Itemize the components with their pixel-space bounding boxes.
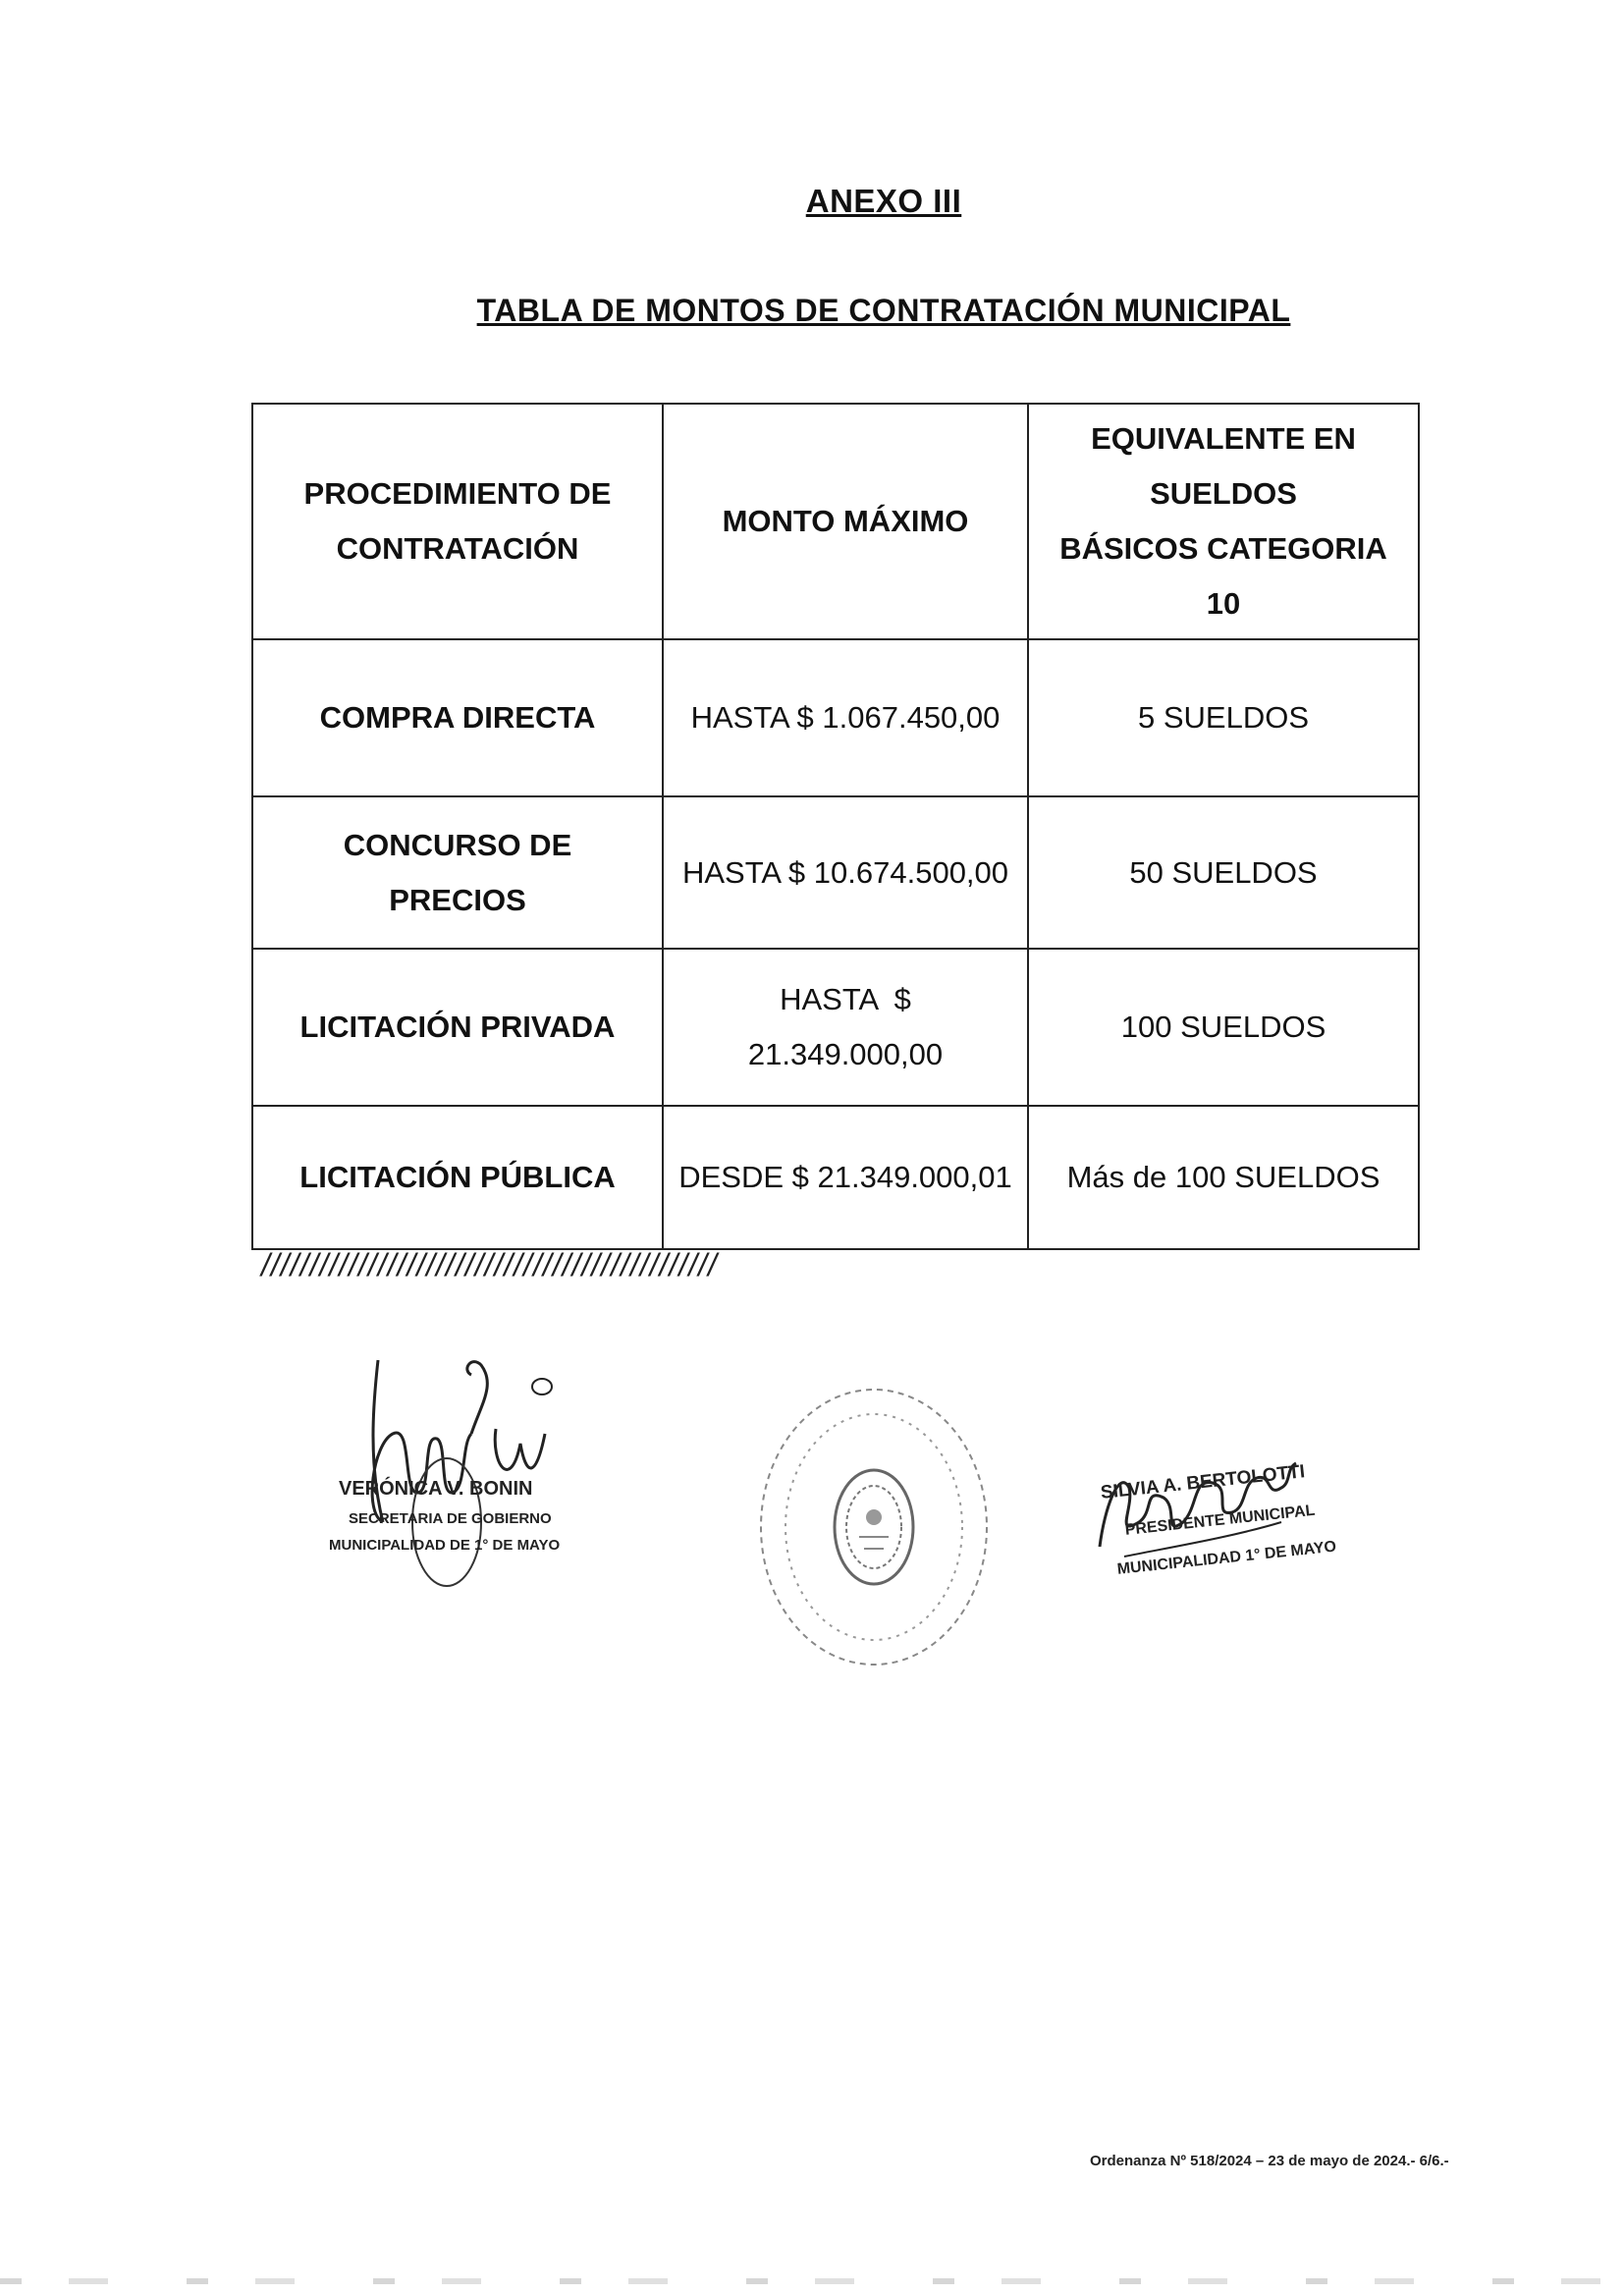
amount-text: HASTA $	[780, 982, 911, 1016]
header-equivalent-line: SUELDOS	[1150, 476, 1297, 511]
signature-right	[1085, 1429, 1409, 1635]
amount-cell	[663, 639, 1028, 796]
signature-scribble-icon	[324, 1345, 619, 1591]
amounts-table	[251, 403, 1420, 1250]
table-row	[252, 1106, 1419, 1249]
header-equivalent-line: 10	[1206, 586, 1241, 621]
footer-reference: Ordenanza Nº 518/2024 – 23 de mayo de 2024.- 6/6.-	[1090, 2153, 1449, 2169]
municipal-seal	[751, 1380, 997, 1694]
equivalent-cell: 5 SUELDOS	[1028, 639, 1419, 796]
amount-text: 21.349.000,00	[747, 1037, 944, 1071]
procedure-text: PRECIOS	[389, 882, 526, 917]
signer-title: PRESIDENTE MUNICIPAL	[1124, 1502, 1317, 1539]
signer-institution: MUNICIPALIDAD DE 1° DE MAYO	[329, 1537, 561, 1554]
table-row	[252, 796, 1419, 949]
procedure-cell	[252, 949, 663, 1106]
header-procedure-line: PROCEDIMIENTO DE	[303, 476, 612, 511]
scan-edge-noise	[0, 2278, 1624, 2284]
seal-icon	[751, 1380, 997, 1694]
header-equivalent-line: BÁSICOS CATEGORIA	[1059, 531, 1387, 566]
equivalent-cell: 50 SUELDOS	[1028, 796, 1419, 949]
procedure-text: LICITACIÓN PRIVADA	[299, 1010, 616, 1044]
amount-text: HASTA $ 10.674.500,00	[681, 854, 1009, 890]
table-title: TABLA DE MONTOS DE CONTRATACIÓN MUNICIPAL	[476, 293, 1291, 328]
procedure-text: COMPRA DIRECTA	[319, 700, 596, 735]
procedure-cell	[252, 639, 663, 796]
procedure-cell	[252, 1106, 663, 1249]
procedure-cell	[252, 796, 663, 949]
signer-title: SECRETARIA DE GOBIERNO	[349, 1510, 552, 1527]
filler-line: ///////////////////////////////////////////////	[261, 1247, 718, 1283]
signer-name: SILVIA A. BERTOLOTTI	[1100, 1461, 1307, 1503]
header-amount-line: MONTO MÁXIMO	[722, 504, 969, 538]
amount-text: HASTA $ 1.067.450,00	[690, 700, 1001, 735]
signer-name: VERÓNICA V. BONIN	[339, 1478, 533, 1500]
table-header-row	[252, 404, 1419, 639]
procedure-text: CONCURSO DE	[343, 827, 572, 862]
table-row	[252, 639, 1419, 796]
annex-title: ANEXO III	[805, 183, 962, 219]
header-procedure	[252, 404, 663, 639]
amount-cell	[663, 796, 1028, 949]
amount-cell	[663, 949, 1028, 1106]
header-equivalent	[1028, 404, 1419, 639]
amount-cell	[663, 1106, 1028, 1249]
header-equivalent-line: EQUIVALENTE EN	[1091, 421, 1356, 456]
table-row	[252, 949, 1419, 1106]
equivalent-cell: Más de 100 SUELDOS	[1028, 1106, 1419, 1249]
amount-text: DESDE $ 21.349.000,01	[678, 1160, 1012, 1194]
header-amount	[663, 404, 1028, 639]
equivalent-cell: 100 SUELDOS	[1028, 949, 1419, 1106]
header-procedure-line: CONTRATACIÓN	[336, 531, 579, 566]
procedure-text: LICITACIÓN PÚBLICA	[299, 1160, 616, 1194]
signer-institution: MUNICIPALIDAD 1° DE MAYO	[1116, 1538, 1337, 1578]
signature-left	[324, 1345, 619, 1591]
